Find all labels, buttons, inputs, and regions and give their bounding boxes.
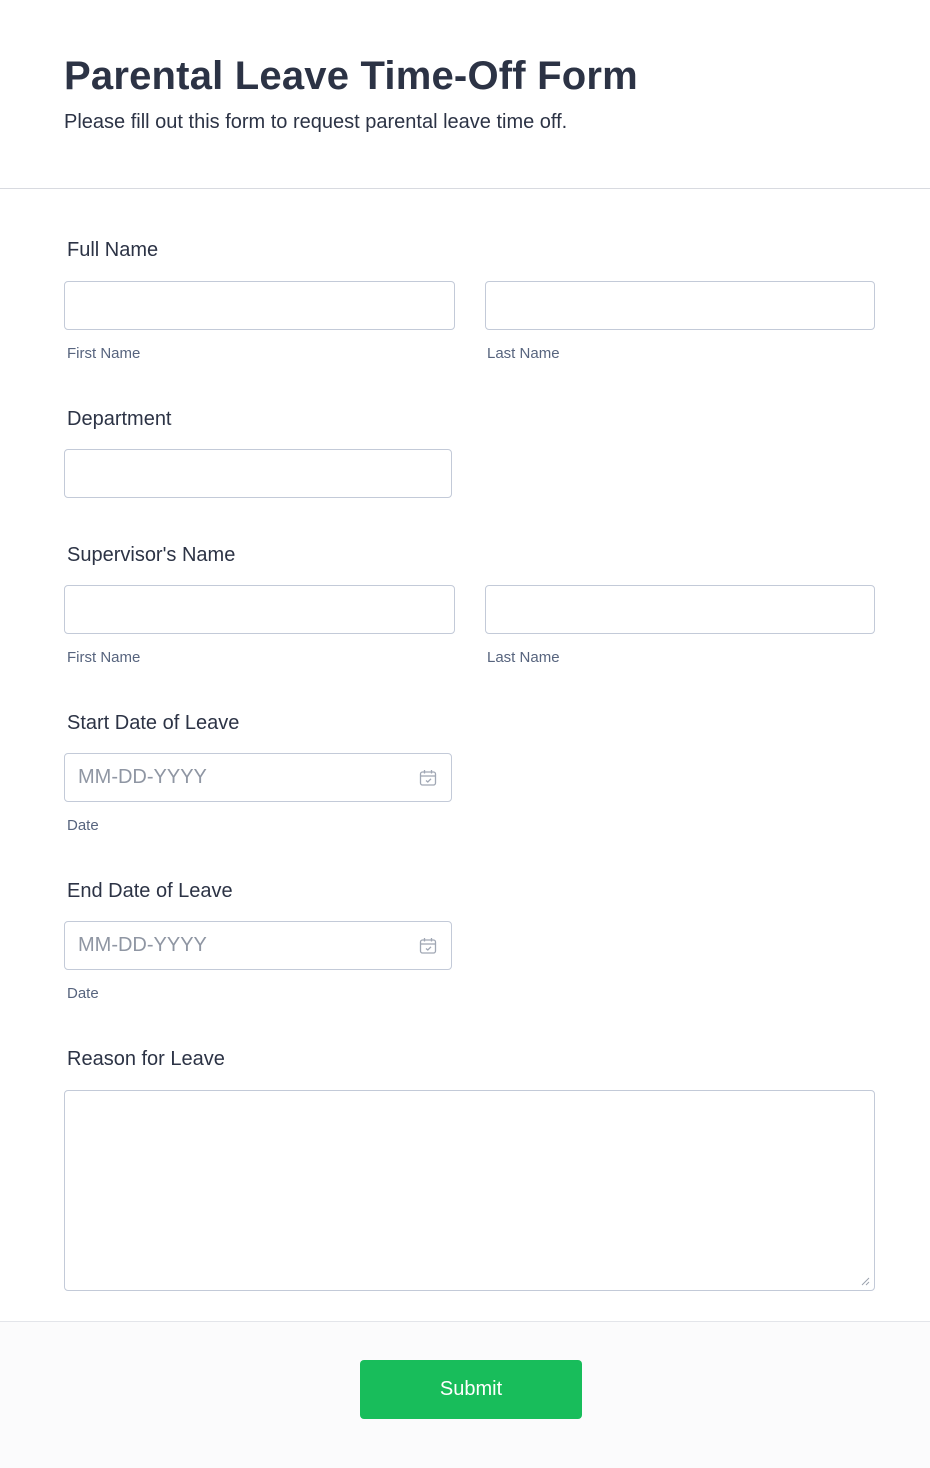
- supervisor-first-input[interactable]: [65, 586, 454, 633]
- end-date-field[interactable]: [64, 921, 452, 970]
- start-date-field[interactable]: [64, 753, 452, 802]
- form-title: Parental Leave Time-Off Form: [64, 54, 638, 98]
- full-name-last-field[interactable]: [485, 281, 875, 330]
- department-label: Department: [67, 408, 172, 430]
- supervisor-last-field[interactable]: [485, 585, 875, 634]
- form-footer: [0, 1321, 930, 1468]
- end-date-sublabel: Date: [67, 985, 99, 1002]
- full-name-last-input[interactable]: [486, 282, 874, 329]
- end-date-label: End Date of Leave: [67, 880, 233, 902]
- supervisor-first-sublabel: First Name: [67, 649, 141, 666]
- department-field[interactable]: [64, 449, 452, 498]
- start-date-input[interactable]: [65, 754, 451, 801]
- calendar-icon[interactable]: [419, 937, 437, 955]
- full-name-first-sublabel: First Name: [67, 345, 141, 362]
- supervisor-last-sublabel: Last Name: [487, 649, 560, 666]
- start-date-label: Start Date of Leave: [67, 712, 240, 734]
- reason-label: Reason for Leave: [67, 1048, 225, 1070]
- form-header: [0, 0, 930, 189]
- full-name-first-input[interactable]: [65, 282, 454, 329]
- full-name-label: Full Name: [67, 239, 159, 261]
- full-name-first-field[interactable]: [64, 281, 455, 330]
- full-name-last-sublabel: Last Name: [487, 345, 560, 362]
- supervisor-last-input[interactable]: [486, 586, 874, 633]
- supervisor-name-label: Supervisor's Name: [67, 544, 236, 566]
- supervisor-first-field[interactable]: [64, 585, 455, 634]
- calendar-icon[interactable]: [419, 769, 437, 787]
- start-date-sublabel: Date: [67, 817, 99, 834]
- department-input[interactable]: [65, 450, 451, 497]
- end-date-input[interactable]: [65, 922, 451, 969]
- reason-textarea[interactable]: [65, 1091, 874, 1290]
- reason-field[interactable]: [64, 1090, 875, 1291]
- form-subtitle: Please fill out this form to request parental leave time off.: [64, 111, 568, 133]
- resize-grip-icon[interactable]: [860, 1276, 870, 1286]
- submit-button[interactable]: Submit: [360, 1360, 582, 1419]
